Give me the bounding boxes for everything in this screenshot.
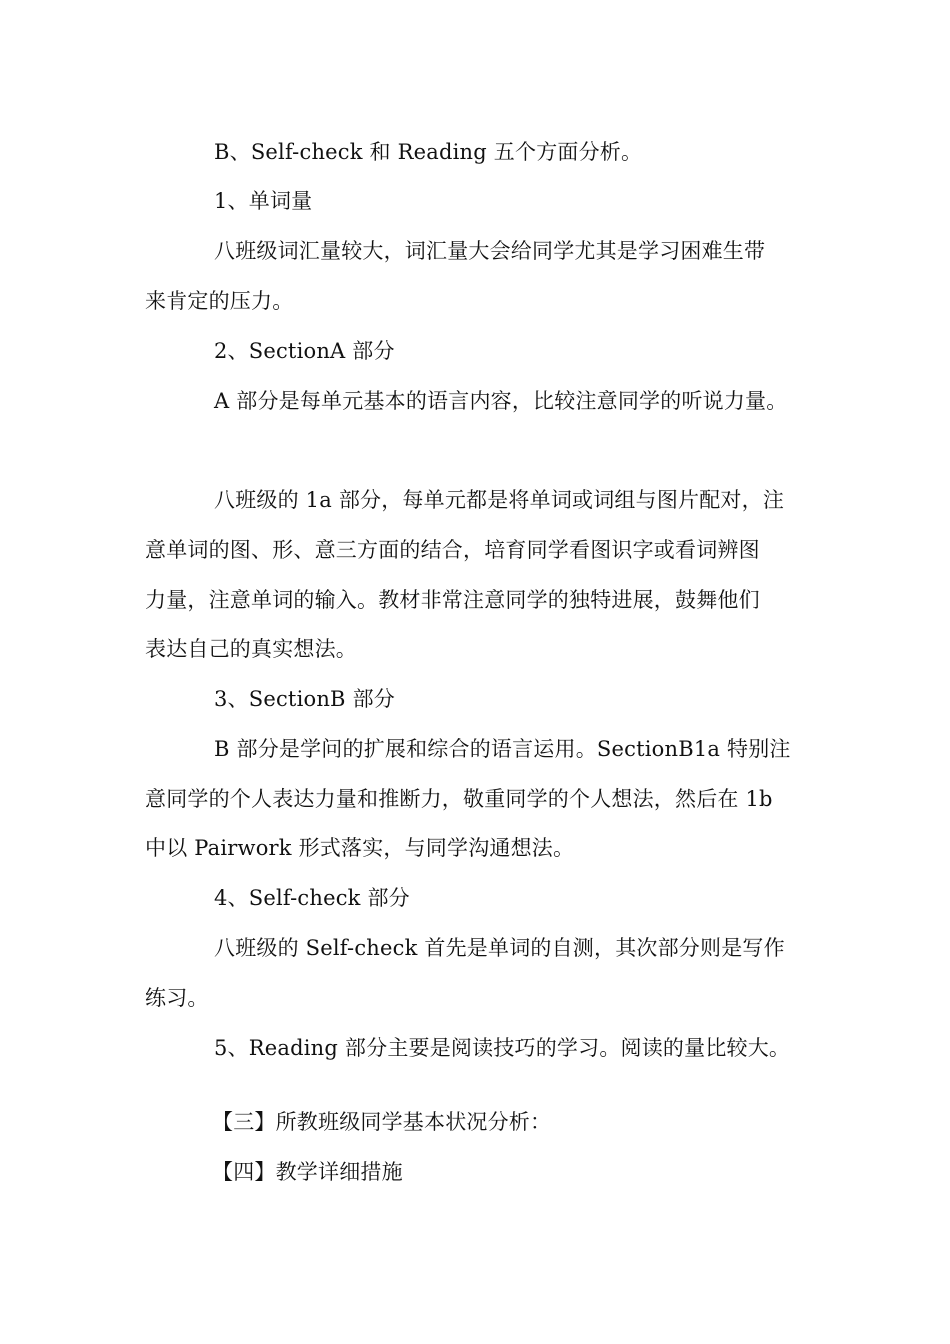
paragraph-line: B 部分是学问的扩展和综合的语言运用。SectionB1a 特别注: [214, 737, 791, 761]
paragraph-line: 来肯定的压力。: [145, 289, 294, 313]
section-title: 【四】教学详细措施: [212, 1160, 403, 1184]
paragraph-line: A 部分是每单元基本的语言内容，比较注意同学的听说力量。: [214, 389, 788, 413]
paragraph-line: 意单词的图、形、意三方面的结合，培育同学看图识字或看词辨图: [145, 538, 760, 562]
section-heading: 3、SectionB 部分: [214, 687, 395, 711]
section-title: 【三】所教班级同学基本状况分析：: [212, 1110, 552, 1134]
paragraph-line: 表达自己的真实想法。: [145, 637, 357, 661]
paragraph-line: 意同学的个人表达力量和推断力，敬重同学的个人想法，然后在 1b: [145, 787, 773, 811]
section-heading: 4、Self-check 部分: [214, 886, 410, 910]
paragraph-line: 练习。: [145, 986, 209, 1010]
section-heading: 1、单词量: [214, 189, 313, 213]
paragraph-line: 5、Reading 部分主要是阅读技巧的学习。阅读的量比较大。: [214, 1036, 791, 1060]
paragraph-line: 中以 Pairwork 形式落实，与同学沟通想法。: [145, 836, 575, 860]
paragraph-line: 力量，注意单词的输入。教材非常注意同学的独特进展，鼓舞他们: [145, 588, 760, 612]
paragraph-line: 八班级的 1a 部分，每单元都是将单词或词组与图片配对，注: [214, 488, 785, 512]
paragraph-line: B、Self-check 和 Reading 五个方面分析。: [214, 140, 643, 164]
paragraph-line: 八班级的 Self-check 首先是单词的自测，其次部分则是写作: [214, 936, 785, 960]
paragraph-line: 八班级词汇量较大，词汇量大会给同学尤其是学习困难生带: [214, 239, 766, 263]
section-heading: 2、SectionA 部分: [214, 339, 395, 363]
